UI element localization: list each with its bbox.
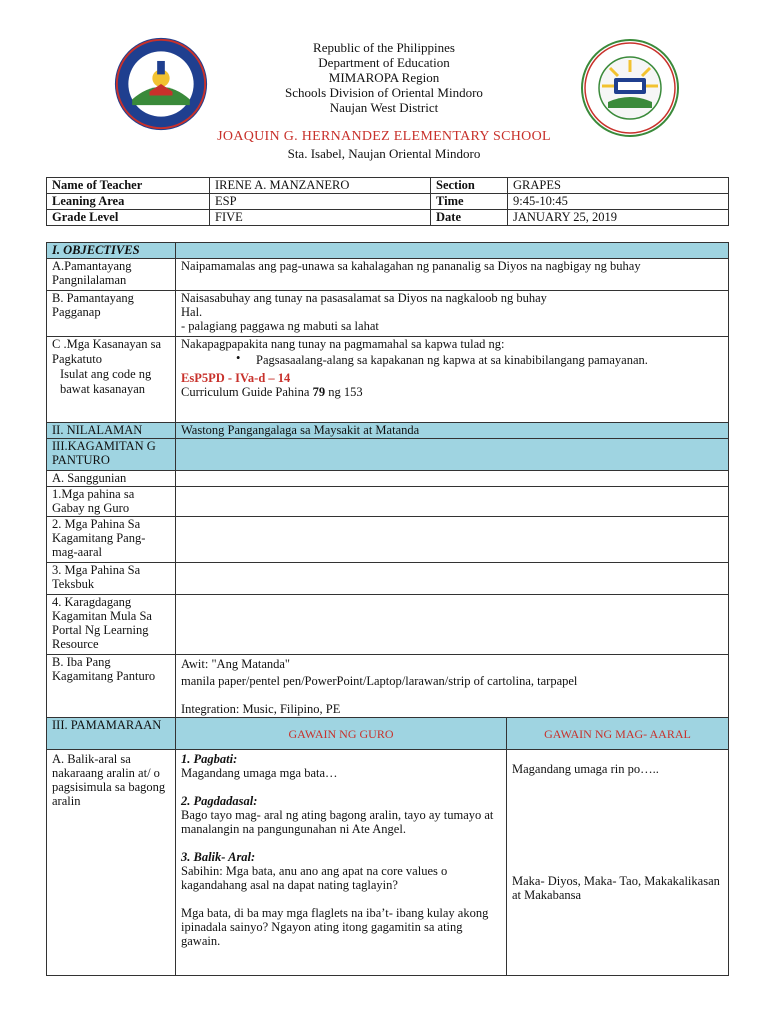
balik-aral-text-2: Mga bata, di ba may mga flaglets na iba’t- ibang kulay akong ipinadala sainyo? Ngayon ating itong gagamitin sa ating gawain. (181, 906, 489, 948)
pagdadasal-text: Bago tayo mag- aral ng ating bagong aralin, tayo ay tumayo at manalangin na pangungunahan ni Ate Angel. (181, 808, 494, 836)
balik-aral-text: Sabihin: Mga bata, anu ano ang apat na core values o kagandahang asal na dapat nating taglayin? (181, 864, 448, 892)
section-label: Section (431, 178, 508, 194)
table-row (47, 487, 729, 517)
table-row (47, 423, 729, 439)
table-row (47, 471, 729, 487)
table-row (47, 337, 729, 423)
curriculum-guide-total: ng 153 (325, 385, 363, 399)
teacher-label: Name of Teacher (47, 178, 210, 194)
bullet-icon: • (236, 351, 241, 365)
objective-b-line: - palagiang paggawa ng mabuti sa lahat (181, 319, 379, 333)
header-line: Naujan West District (329, 100, 439, 115)
date-label: Date (431, 210, 508, 226)
kagamitan-item-4-value (176, 595, 729, 655)
header-line: Schools Division of Oriental Mindoro (285, 85, 483, 100)
objectives-header: I. OBJECTIVES (47, 243, 176, 259)
objective-b-line: Naisasabuhay ang tunay na pasasalamat sa Diyos na nagkaloob ng buhay (181, 291, 547, 305)
objective-c-value (176, 337, 729, 423)
table-row (47, 718, 729, 750)
balik-aral-title: 3. Balik- Aral: (181, 850, 256, 864)
agency-header (200, 40, 568, 115)
area-label: Leaning Area (47, 194, 210, 210)
student-response-1: Magandang umaga rin po….. (512, 762, 659, 776)
header-line: MIMAROPA Region (328, 70, 440, 85)
table-row (47, 750, 729, 976)
area-value: ESP (210, 194, 431, 210)
school-seal-logo (580, 38, 680, 138)
iba-pang-kagamitan-line: Awit: "Ang Matanda" (181, 657, 291, 671)
objective-a-label: A.Pamantayang Pangnilalaman (47, 259, 176, 291)
sanggunian-value (176, 471, 729, 487)
objective-c-bullet-text: Pagsasaalang-alang sa kapakanan ng kapwa at sa kinabibilangang pamayanan. (256, 353, 648, 367)
kagamitan-item-2-value (176, 517, 729, 563)
teacher-value: IRENE A. MANZANERO (210, 178, 431, 194)
lesson-plan-table (46, 242, 729, 976)
iba-pang-kagamitan-label: B. Iba Pang Kagamitang Panturo (47, 655, 176, 718)
iba-pang-kagamitan-value (176, 655, 729, 718)
table-row (47, 655, 729, 718)
kagamitan-item-1-value (176, 487, 729, 517)
date-value: JANUARY 25, 2019 (508, 210, 729, 226)
objective-c-label-line: Isulat ang code ng bawat kasanayan (60, 367, 152, 396)
gawain-guro-header: GAWAIN NG GURO (176, 718, 507, 750)
section-value: GRAPES (508, 178, 729, 194)
competency-code: EsP5PD - IVa-d – 14 (181, 371, 291, 385)
objectives-header-fill (176, 243, 729, 259)
objective-a-value: Naipamamalas ang pag-unawa sa kahalagahan ng pananalig sa Diyos na nagbigay ng buhay (176, 259, 729, 291)
table-row (47, 210, 729, 226)
pagbati-text: Magandang umaga mga bata… (181, 766, 338, 780)
table-row (47, 517, 729, 563)
objective-c-bullet (236, 351, 723, 369)
pagdadasal-title: 2. Pagdadasal: (181, 794, 258, 808)
deped-seal-logo (113, 36, 209, 132)
time-value: 9:45-10:45 (508, 194, 729, 210)
school-name: JOAQUIN G. HERNANDEZ ELEMENTARY SCHOOL (217, 129, 551, 144)
table-row (47, 595, 729, 655)
iba-pang-kagamitan-line: Integration: Music, Filipino, PE (181, 702, 341, 716)
header-line: Republic of the Philippines (313, 40, 455, 55)
kagamitan-header-fill (176, 439, 729, 471)
table-row (47, 243, 729, 259)
nilalaman-label: II. NILALAMAN (47, 423, 176, 439)
gawain-magaaral-header: GAWAIN NG MAG- AARAL (507, 718, 729, 750)
info-table (46, 177, 729, 226)
grade-value: FIVE (210, 210, 431, 226)
curriculum-guide-page: 79 (312, 385, 326, 399)
time-label: Time (431, 194, 508, 210)
kagamitan-item-4: 4. Karagdagang Kagamitan Mula Sa Portal Ng Learning Resource (47, 595, 176, 655)
balik-aral-label: A. Balik-aral sa nakaraang aralin at/ o pagsisimula sa bagong aralin (47, 750, 176, 976)
pagbati-title: 1. Pagbati: (181, 752, 238, 766)
header-line: Department of Education (318, 55, 450, 70)
table-row (47, 178, 729, 194)
objective-c-line: Nakapagpapakita nang tunay na pagmamahal sa kapwa tulad ng: (181, 337, 505, 351)
curriculum-guide-text: Curriculum Guide Pahina (181, 385, 313, 399)
table-row (47, 259, 729, 291)
table-row (47, 563, 729, 595)
objective-b-label: B. Pamantayang Pagganap (47, 291, 176, 337)
table-row (47, 194, 729, 210)
objective-b-line: Hal. (181, 305, 203, 319)
nilalaman-value: Wastong Pangangalaga sa Maysakit at Matanda (176, 423, 729, 439)
school-address: Sta. Isabel, Naujan Oriental Mindoro (287, 146, 481, 161)
gawain-guro-cell (176, 750, 507, 976)
objective-c-label-line: C .Mga Kasanayan sa Pagkatuto (52, 337, 161, 366)
kagamitan-item-1: 1.Mga pahina sa Gabay ng Guro (47, 487, 176, 517)
kagamitan-item-3-value (176, 563, 729, 595)
kagamitan-header: III.KAGAMITAN G PANTURO (47, 439, 176, 471)
sanggunian-label: A. Sanggunian (47, 471, 176, 487)
kagamitan-item-2: 2. Mga Pahina Sa Kagamitang Pang-mag-aaral (47, 517, 176, 563)
kagamitan-item-3: 3. Mga Pahina Sa Teksbuk (47, 563, 176, 595)
gawain-magaaral-cell (507, 750, 729, 976)
table-row (47, 439, 729, 471)
objective-b-value (176, 291, 729, 337)
curriculum-guide-ref (181, 385, 723, 399)
grade-label: Grade Level (47, 210, 210, 226)
objective-c-label (47, 337, 176, 423)
pamamaraan-label: III. PAMAMARAAN (47, 718, 176, 750)
iba-pang-kagamitan-line: manila paper/pentel pen/PowerPoint/Laptop/larawan/strip of cartolina, tarpapel (181, 674, 578, 688)
student-response-2: Maka- Diyos, Maka- Tao, Makakalikasan at Makabansa (512, 874, 720, 902)
table-row (47, 291, 729, 337)
